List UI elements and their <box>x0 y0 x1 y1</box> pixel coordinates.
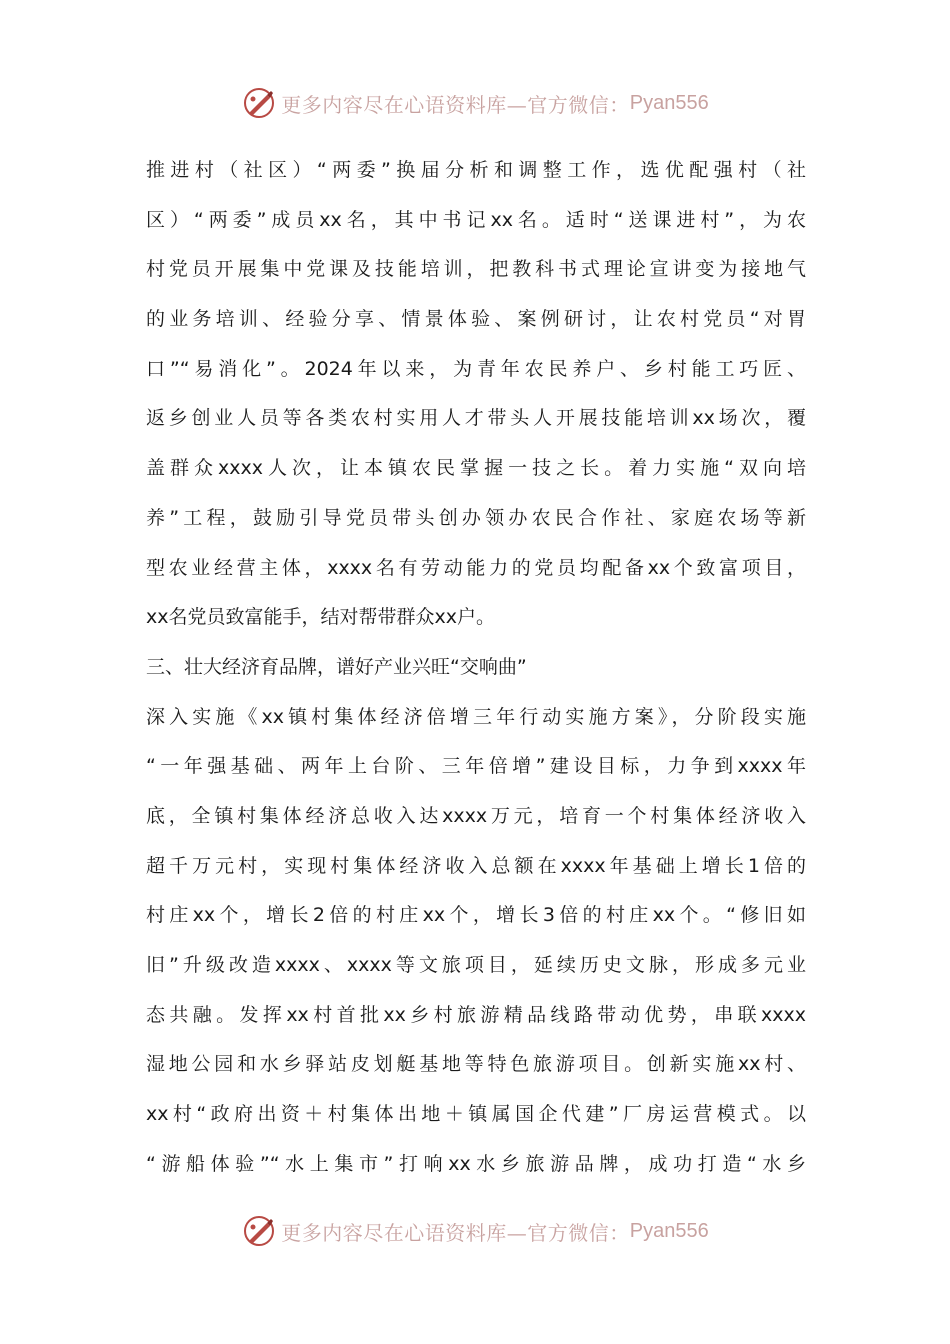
text-line: 湿地公园和水乡驿站皮划艇基地等特色旅游项目。创新实施xx村、 <box>146 1053 806 1076</box>
text-line: xx村“政府出资＋村集体出地＋镇属国企代建”厂房运营模式。以 <box>146 1103 806 1126</box>
text-line: xx名党员致富能手，结对帮带群众xx户。 <box>146 606 495 629</box>
text-line: 超千万元村，实现村集体经济收入总额在xxxx年基础上增长1倍的 <box>146 854 806 877</box>
header-watermark <box>0 83 950 123</box>
text-line: “一年强基础、两年上台阶、三年倍增”建设目标，力争到xxxx年 <box>146 755 806 778</box>
text-line: 村庄xx个，增长2倍的村庄xx个，增长3倍的村庄xx个。“修旧如 <box>146 904 806 927</box>
footer-watermark <box>0 1211 950 1251</box>
document-body <box>146 146 806 1189</box>
pen-logo-icon <box>241 1213 277 1249</box>
section-heading: 三、壮大经济育品牌，谱好产业兴旺“交响曲” <box>146 655 527 678</box>
watermark-wechat-id: Pyan556 <box>629 1219 709 1242</box>
text-line: 态共融。发挥xx村首批xx乡村旅游精品线路带动优势，串联xxxx <box>146 1003 806 1026</box>
watermark-text: 更多内容尽在心语资料库—官方微信： <box>281 1220 630 1245</box>
text-line: 底，全镇村集体经济总收入达xxxx万元，培育一个村集体经济收入 <box>146 804 806 827</box>
text-line: 深入实施《xx镇村集体经济倍增三年行动实施方案》，分阶段实施 <box>146 705 806 728</box>
text-line: 村党员开展集中党课及技能培训，把教科书式理论宣讲变为接地气 <box>146 258 806 281</box>
text-line: 养”工程，鼓励引导党员带头创办领办农民合作社、家庭农场等新 <box>146 506 806 529</box>
watermark-wechat-id: Pyan556 <box>629 91 709 114</box>
watermark-text: 更多内容尽在心语资料库—官方微信： <box>281 92 630 117</box>
text-line: 区）“两委”成员xx名，其中书记xx名。适时“送课进村”，为农 <box>146 208 806 231</box>
pen-logo-icon <box>241 85 277 121</box>
text-line: 返乡创业人员等各类农村实用人才带头人开展技能培训xx场次，覆 <box>146 407 806 430</box>
text-line: 口”“易消化”。2024年以来，为青年农民养户、乡村能工巧匠、 <box>146 357 806 380</box>
text-line: 推进村（社区）“两委”换届分析和调整工作，选优配强村（社 <box>146 159 806 181</box>
text-line: “游船体验”“水上集市”打响xx水乡旅游品牌，成功打造“水乡 <box>146 1152 806 1175</box>
text-line: 旧”升级改造xxxx、xxxx等文旅项目，延续历史文脉，形成多元业 <box>146 954 806 976</box>
text-line: 的业务培训、经验分享、情景体验、案例研讨，让农村党员“对胃 <box>146 308 806 331</box>
text-line: 盖群众xxxx人次，让本镇农民掌握一技之长。着力实施“双向培 <box>146 457 806 480</box>
text-line: 型农业经营主体，xxxx名有劳动能力的党员均配备xx个致富项目， <box>146 556 806 579</box>
